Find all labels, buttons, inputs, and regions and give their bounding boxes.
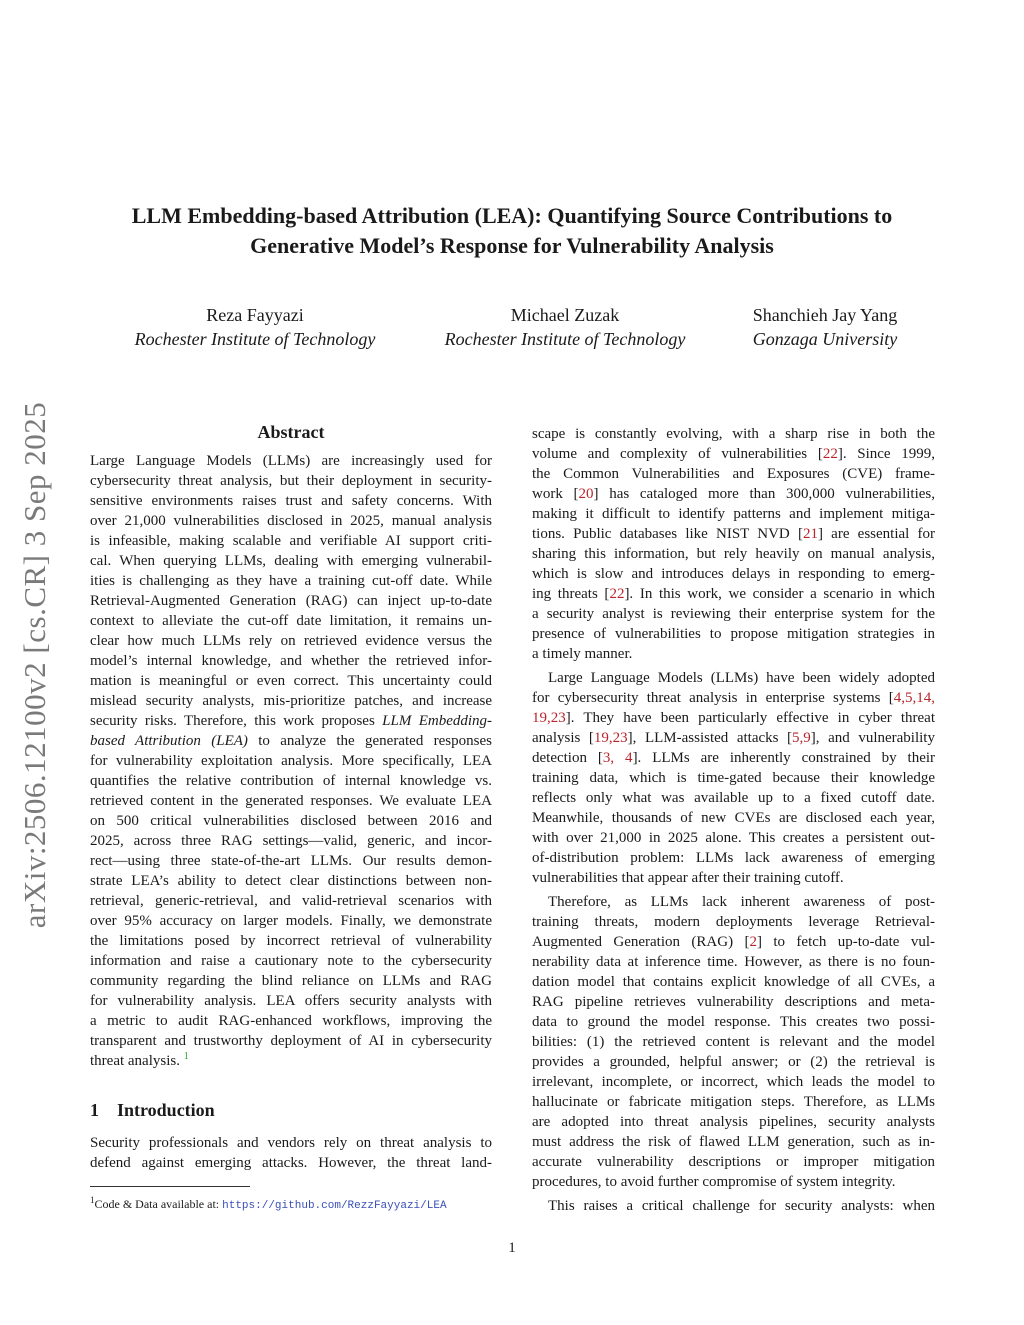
author-affiliation: Gonzaga University — [752, 329, 898, 349]
body-line: accurate vulnerability descriptions or improper mitigation — [532, 1154, 935, 1170]
body-line: a timely manner. — [532, 646, 633, 662]
body-line: sharing this information, but rely heavily on manual analysis, — [532, 546, 935, 562]
abstract-line — [90, 711, 492, 731]
abstract-text: to analyze the generated responses — [247, 733, 492, 749]
citation-link[interactable]: 3, 4 — [602, 750, 633, 766]
citation-link[interactable]: 4,5,14, — [893, 690, 935, 706]
abstract-line: community regarding the blind reliance on LLMs and RAG — [90, 973, 492, 989]
author-name: Michael Zuzak — [510, 305, 620, 325]
body-line: training threats, modern deployments leverage Retrieval- — [532, 914, 935, 930]
body-line: making it difficult to identify patterns and implement mitiga- — [532, 506, 935, 522]
footnote — [90, 1192, 510, 1214]
body-line: presence of vulnerabilities to propose mitigation strategies in — [532, 626, 935, 642]
abstract-line: context to alleviate the cut-off date limitation, it remains un- — [90, 613, 492, 629]
abstract-line: 2025, across three RAG settings—valid, generic, and incor- — [90, 833, 492, 849]
body-line: RAG pipeline retrieves vulnerability descriptions and meta- — [532, 994, 935, 1010]
author-name: Reza Fayyazi — [206, 305, 304, 325]
body-line: Meanwhile, thousands of new CVEs are disclosed each year, — [532, 810, 935, 826]
abstract-line: ities is challenging as they have a training cut-off date. While — [90, 573, 492, 589]
body-line: vulnerabilities that appear after their training cutoff. — [532, 870, 844, 886]
section-heading-introduction — [90, 1099, 492, 1121]
footnote-mark: 1 — [90, 1195, 95, 1205]
code-repository-link[interactable]: https://github.com/RezzFayyazi/LEA — [222, 1200, 447, 1212]
right-column — [532, 424, 935, 1216]
author-block-3 — [730, 303, 920, 351]
abstract-line: cal. When querying LLMs, dealing with emerging vulnerabil- — [90, 553, 492, 569]
abstract-line: the limitations posed by incorrect retrieval of vulnerability — [90, 933, 492, 949]
abstract-body — [90, 451, 492, 1071]
abstract-line: Retrieval-Augmented Generation (RAG) can inject up-to-date — [90, 593, 492, 609]
body-line: provides a grounded, helpful answer; or (2) the retrieval is — [532, 1054, 935, 1070]
body-line: irrelevant, incomplete, or incorrect, which leads the model to — [532, 1074, 935, 1090]
body-line — [532, 584, 935, 604]
body-line — [532, 484, 935, 504]
body-line: data to ground the model response. This creates two possi- — [532, 1014, 935, 1030]
body-text: work [ — [532, 486, 579, 502]
body-line: hallucinate or fabricate mitigation steps. Therefore, as LLMs — [532, 1094, 935, 1110]
abstract-line: quantifies the relative contribution of internal knowledge vs. — [90, 773, 492, 789]
paper-title — [60, 201, 964, 261]
body-line: scape is constantly evolving, with a sharp rise in both the — [532, 426, 935, 442]
body-line: defend against emerging attacks. However, the threat land- — [90, 1155, 492, 1171]
body-text: for cybersecurity threat analysis in enterprise systems [ — [532, 690, 894, 706]
body-line — [532, 728, 935, 748]
abstract-line: retrieval, generic-retrieval, and valid-retrieval scenarios with — [90, 893, 492, 909]
paragraph-1 — [532, 424, 935, 664]
abstract-line — [90, 1051, 492, 1071]
abstract-line: for vulnerability exploitation analysis. More specifically, LEA — [90, 753, 492, 769]
body-text: ], and vulnerability — [810, 730, 935, 746]
body-line — [532, 748, 935, 768]
body-text: Augmented Generation (RAG) [ — [532, 934, 750, 950]
abstract-line: model’s internal knowledge, and whether the retrieved infor- — [90, 653, 492, 669]
abstract-line: information and raise a cautionary note to the cybersecurity — [90, 953, 492, 969]
abstract-line: a metric to audit RAG-enhanced workflows, improving the — [90, 1013, 492, 1029]
body-line — [532, 708, 935, 728]
left-column — [90, 421, 492, 1173]
paragraph-2 — [532, 668, 935, 888]
citation-link[interactable]: 5,9 — [792, 730, 811, 746]
body-line — [532, 932, 935, 952]
author-block-2 — [420, 303, 710, 351]
title-line-2: Generative Model’s Response for Vulnerability Analysis — [250, 233, 774, 258]
body-text: volume and complexity of vulnerabilities [ — [532, 446, 823, 462]
abstract-line: over 95% accuracy on larger models. Finally, we demonstrate — [90, 913, 492, 929]
body-line: procedures, to avoid further compromise of system integrity. — [532, 1174, 896, 1190]
body-line: Therefore, as LLMs lack inherent awareness of post- — [548, 894, 935, 910]
page-number: 1 — [508, 1240, 516, 1256]
body-line: dation model that contains explicit knowledge of all CVEs, a — [532, 974, 935, 990]
body-line: which is slow and introduces delays in responding to emerg- — [532, 566, 935, 582]
abstract-line: strate LEA’s ability to detect clear distinctions between non- — [90, 873, 492, 889]
body-line: Security professionals and vendors rely on threat analysis to — [90, 1135, 492, 1151]
body-line: a security analyst is reviewing their enterprise system for the — [532, 606, 935, 622]
citation-link[interactable]: 21 — [802, 526, 818, 542]
body-line: are adopted into threat analysis pipelines, security analysts — [532, 1114, 935, 1130]
body-line — [532, 688, 935, 708]
body-line: This raises a critical challenge for security analysts: when — [548, 1198, 935, 1214]
intro-paragraph — [90, 1133, 492, 1173]
body-text: ]. LLMs are inherently constrained by their — [632, 750, 936, 766]
body-text: ] to fetch up-to-date vul- — [756, 934, 935, 950]
abstract-line: mation is meaningful or even correct. This uncertainty could — [90, 673, 492, 689]
body-line — [532, 444, 935, 464]
abstract-line: mislead security analysts, mis-prioritize patches, and increase — [90, 693, 492, 709]
body-line: of-distribution problem: LLMs lack awareness of emerging — [532, 850, 935, 866]
paragraph-4 — [532, 1196, 935, 1216]
body-text: ]. In this work, we consider a scenario in which — [624, 586, 935, 602]
method-name-italic: based Attribution (LEA) — [90, 733, 248, 749]
citation-link[interactable]: 20 — [578, 486, 594, 502]
body-text: ]. They have been particularly effective in cyber threat — [565, 710, 935, 726]
body-line — [532, 524, 935, 544]
citation-link[interactable]: 22 — [609, 586, 625, 602]
abstract-line: cybersecurity threat analysis, but their deployment in security- — [90, 473, 492, 489]
abstract-line: is infeasible, making scalable and verifiable AI support criti- — [90, 533, 492, 549]
abstract-line: over 21,000 vulnerabilities disclosed in 2025, manual analysis — [90, 513, 492, 529]
body-text: detection [ — [532, 750, 603, 766]
footnote-text: Code & Data available at: — [94, 1197, 223, 1211]
citation-link[interactable]: 22 — [822, 446, 838, 462]
body-text: ing threats [ — [532, 586, 610, 602]
body-text: analysis [ — [532, 730, 594, 746]
abstract-heading: Abstract — [257, 422, 325, 442]
author-name: Shanchieh Jay Yang — [752, 305, 898, 325]
abstract-text: threat analysis. — [90, 1053, 180, 1069]
section-number: 1 — [90, 1100, 99, 1120]
abstract-text: security risks. Therefore, this work proposes — [90, 713, 375, 729]
method-name-italic: LLM Embedding- — [382, 713, 493, 729]
body-text: ] are essential for — [817, 526, 936, 542]
abstract-line: clear how much LLMs rely on retrieved evidence versus the — [90, 633, 492, 649]
author-affiliation: Rochester Institute of Technology — [444, 329, 686, 349]
arxiv-stamp-text: arXiv:2506.12100v2 [cs.CR] 3 Sep 2025 — [17, 401, 52, 929]
body-text: ]. Since 1999, — [837, 446, 936, 462]
arxiv-stamp — [10, 380, 60, 950]
paragraph-3 — [532, 892, 935, 1192]
abstract-line: for vulnerability analysis. LEA offers security analysts with — [90, 993, 492, 1009]
citation-link[interactable]: 2 — [749, 934, 757, 950]
body-line: nerability data at inference time. However, as there is no foun- — [532, 954, 935, 970]
abstract-line: retrieved content in the generated responses. We evaluate LEA — [90, 793, 492, 809]
body-text: ], LLM-assisted attacks [ — [627, 730, 793, 746]
body-text: tions. Public databases like NIST NVD [ — [532, 526, 803, 542]
body-line: bilities: (1) the retrieved content is relevant and the model — [532, 1034, 935, 1050]
body-line: reflects only what was available up to a fixed cutoff date. — [532, 790, 935, 806]
section-title: Introduction — [117, 1100, 215, 1120]
body-text: ] has cataloged more than 300,000 vulnerabilities, — [593, 486, 935, 502]
abstract-line — [90, 731, 492, 751]
footnote-divider — [90, 1186, 250, 1187]
citation-link[interactable]: 19,23 — [593, 730, 628, 746]
abstract-line: rect—using three state-of-the-art LLMs. Our results demon- — [90, 853, 492, 869]
title-line-1: LLM Embedding-based Attribution (LEA): Quantifying Source Contributions to — [131, 203, 893, 228]
body-line: must address the risk of flawed LLM generation, such as in- — [532, 1134, 935, 1150]
body-line: the Common Vulnerabilities and Exposures (CVE) frame- — [532, 466, 935, 482]
citation-link[interactable]: 19,23 — [532, 710, 566, 726]
abstract-line: on 500 critical vulnerabilities disclosed between 2016 and — [90, 813, 492, 829]
footnote-link[interactable]: 1 — [183, 1051, 189, 1062]
body-line: Large Language Models (LLMs) have been widely adopted — [548, 670, 935, 686]
body-line: training data, which is time-gated because their knowledge — [532, 770, 935, 786]
author-affiliation: Rochester Institute of Technology — [134, 329, 376, 349]
abstract-line: sensitive environments raises trust and safety concerns. With — [90, 493, 492, 509]
body-line: with over 21,000 in 2025 alone. This creates a persistent out- — [532, 830, 935, 846]
author-block-1 — [110, 303, 400, 351]
abstract-line: Large Language Models (LLMs) are increasingly used for — [90, 453, 492, 469]
abstract-line: transparent and trustworthy deployment of AI in cybersecurity — [90, 1033, 492, 1049]
